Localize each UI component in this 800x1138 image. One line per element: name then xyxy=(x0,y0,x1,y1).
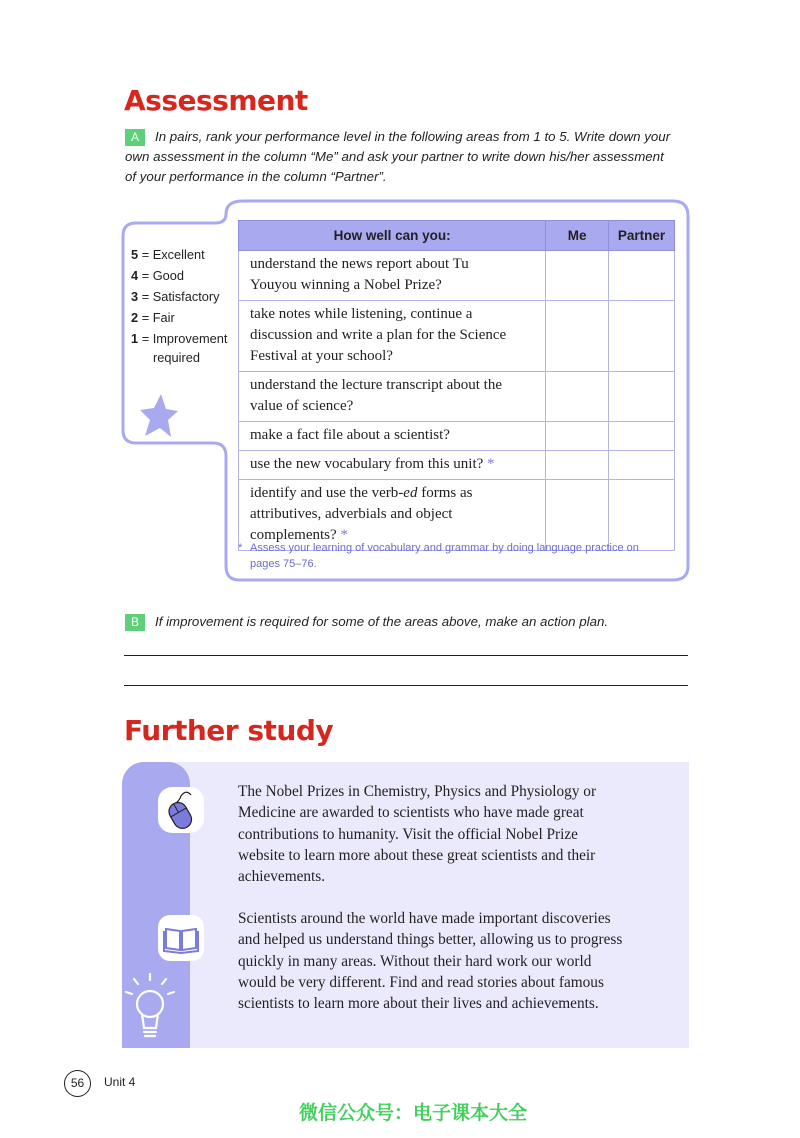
skill-cell: make a fact file about a scientist? xyxy=(239,422,546,451)
tag-a: A xyxy=(125,129,145,146)
mouse-icon xyxy=(158,787,204,833)
legend-item: 3 = Satisfactory xyxy=(131,289,220,304)
partner-rating-cell[interactable] xyxy=(609,422,675,451)
legend-item: 4 = Good xyxy=(131,268,185,283)
col-header-how-well: How well can you: xyxy=(239,221,546,251)
skill-cell: identify and use the verb-ed forms as attributives, adverbials and object complements? * xyxy=(239,480,546,551)
watermark-text: 微信公众号：电子课本大全 xyxy=(299,1102,528,1124)
further-study-paragraph-1: The Nobel Prizes in Chemistry, Physics and Physiology or Medicine are awarded to scientists who have made great contributions to humanity. Visit the official Nobel Prize website to learn more about these great scientists and their achievements. xyxy=(238,783,597,886)
instruction-a xyxy=(125,127,695,187)
further-study-paragraph-2: Scientists around the world have made important discoveries and helped us understand things better, allowing us to progress quickly in many areas. Without their hard work our world would be very different. Find and read stories about famous scientists to learn more about their lives and achievements. xyxy=(238,910,623,1013)
lightbulb-icon xyxy=(122,968,182,1048)
skill-cell: take notes while listening, continue a discussion and write a plan for the Science Festival at your school? xyxy=(239,301,546,372)
action-plan-line-2[interactable] xyxy=(124,685,688,686)
asterisk-marker: * xyxy=(487,456,495,472)
instruction-b: B If improvement is required for some of the areas above, make an action plan. xyxy=(125,612,695,632)
col-header-me: Me xyxy=(546,221,609,251)
unit-label: Unit 4 xyxy=(104,1075,136,1089)
legend-item: required xyxy=(153,350,200,365)
me-rating-cell[interactable] xyxy=(546,301,609,372)
table-row xyxy=(239,301,675,372)
book-icon-box xyxy=(158,915,204,961)
legend-item: 5 = Excellent xyxy=(131,247,205,262)
me-rating-cell[interactable] xyxy=(546,372,609,422)
instruction-a-line-1: In pairs, rank your performance level in the following areas from 1 to 5. Write down your xyxy=(155,129,671,144)
col-header-partner: Partner xyxy=(609,221,675,251)
table-row xyxy=(239,372,675,422)
action-plan-line-1[interactable] xyxy=(124,655,688,656)
me-rating-cell[interactable] xyxy=(546,451,609,480)
asterisk-marker: * xyxy=(340,527,348,543)
partner-rating-cell[interactable] xyxy=(609,451,675,480)
skill-cell: understand the news report about Tu Youyou winning a Nobel Prize? xyxy=(239,251,546,301)
skill-cell: understand the lecture transcript about the value of science? xyxy=(239,372,546,422)
legend-item: 2 = Fair xyxy=(131,310,175,325)
further-study-title: Further study xyxy=(124,714,334,747)
page-number: 56 xyxy=(64,1070,91,1097)
partner-rating-cell[interactable] xyxy=(609,372,675,422)
me-rating-cell[interactable] xyxy=(546,422,609,451)
instruction-a-line-2: own assessment in the column “Me” and ask your partner to write down his/her assessment xyxy=(125,149,664,164)
partner-rating-cell[interactable] xyxy=(609,251,675,301)
rating-legend xyxy=(131,244,227,368)
assessment-title: Assessment xyxy=(124,84,308,117)
legend-item: 1 = Improvement xyxy=(131,331,228,346)
table-footnote: * Assess your learning of vocabulary and grammar by doing language practice on pages 75–76. xyxy=(238,542,639,570)
me-rating-cell[interactable] xyxy=(546,251,609,301)
table-header-row xyxy=(239,221,675,251)
assessment-table xyxy=(238,220,675,551)
mouse-icon-box xyxy=(158,787,204,833)
table-row xyxy=(239,422,675,451)
partner-rating-cell[interactable] xyxy=(609,301,675,372)
instruction-a-line-3: of your performance in the column “Partner”. xyxy=(125,169,387,184)
book-icon xyxy=(158,915,204,961)
table-row xyxy=(239,251,675,301)
table-row xyxy=(239,451,675,480)
skill-cell: use the new vocabulary from this unit? * xyxy=(239,451,546,480)
tag-b: B xyxy=(125,614,145,631)
